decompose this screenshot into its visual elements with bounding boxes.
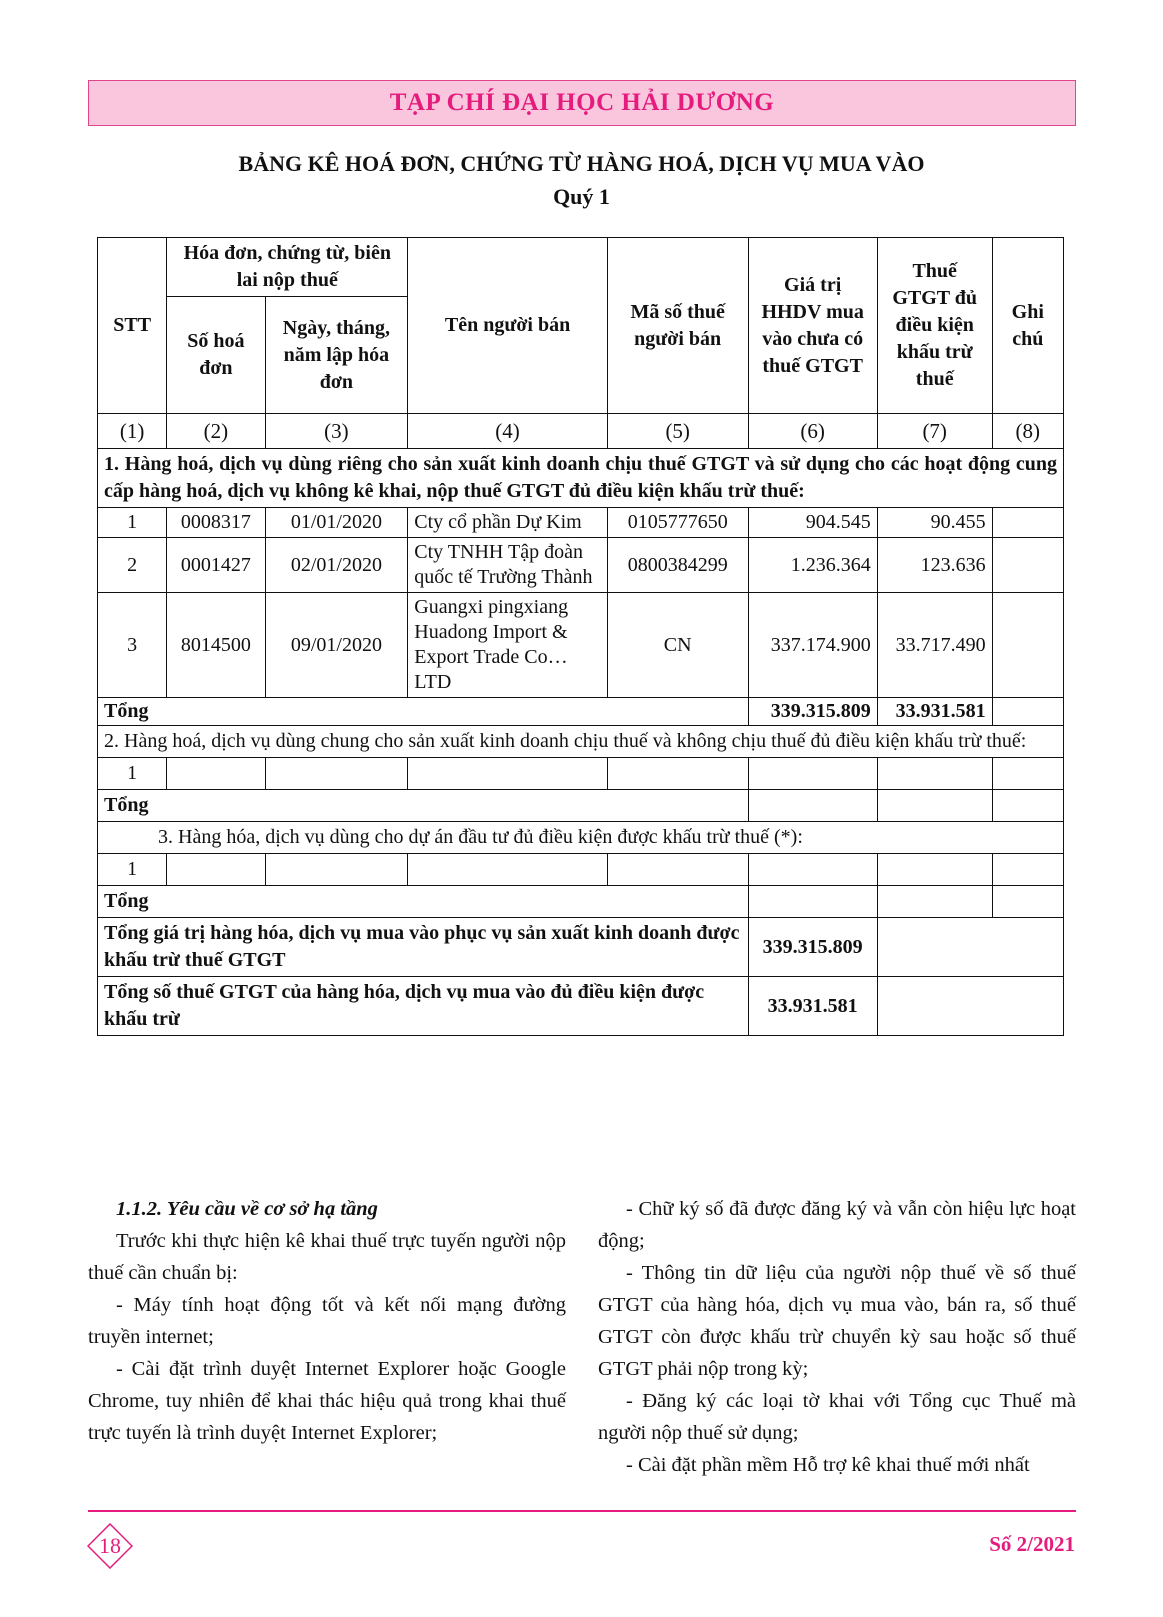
cell-note	[992, 593, 1063, 698]
column-number-row	[98, 414, 1064, 449]
cell-vat: 33.717.490	[877, 593, 992, 698]
cell-date: 01/01/2020	[265, 508, 408, 538]
cell-empty	[877, 918, 1063, 977]
table-subtitle: Quý 1	[553, 184, 610, 209]
cell-empty	[992, 790, 1063, 822]
cell-empty	[992, 886, 1063, 918]
cell-empty	[607, 854, 748, 886]
cell-note	[992, 508, 1063, 538]
cell-note	[992, 698, 1063, 726]
col-number: (2)	[167, 414, 265, 449]
cell-empty	[748, 886, 877, 918]
cell-tax-code: 0800384299	[607, 538, 748, 593]
cell-stt: 2	[98, 538, 167, 593]
cell-empty	[877, 886, 992, 918]
cell-invoice-no: 8014500	[167, 593, 265, 698]
section-heading: 1.1.2. Yêu cầu về cơ sở hạ tầng	[116, 1198, 378, 1220]
header-vat: Thuế GTGT đủ điều kiện khấu trừ thuế	[877, 238, 992, 414]
cell-empty	[167, 758, 265, 790]
section-3-total-row	[98, 886, 1064, 918]
col-number: (8)	[992, 414, 1063, 449]
cell-date: 09/01/2020	[265, 593, 408, 698]
table-row	[98, 538, 1064, 593]
cell-empty	[265, 758, 408, 790]
grand-total-vat-row	[98, 977, 1064, 1036]
paragraph: - Chữ ký số đã được đăng ký và vẫn còn hiệu lực hoạt động;	[598, 1198, 1076, 1252]
section-1-title: 1. Hàng hoá, dịch vụ dùng riêng cho sản xuất kinh doanh chịu thuế GTGT và sử dụng cho các hoạt động cung cấp hàng hoá, dịch vụ không kê khai, nộp thuế GTGT đủ điều kiện khấu trừ thuế:	[98, 449, 1064, 508]
cell-empty	[748, 790, 877, 822]
paragraph: Trước khi thực hiện kê khai thuế trực tuyến người nộp thuế cần chuẩn bị:	[88, 1230, 566, 1284]
grand-vat: 33.931.581	[748, 977, 877, 1036]
table-row	[98, 593, 1064, 698]
invoice-table	[97, 237, 1064, 1036]
cell-value: 1.236.364	[748, 538, 877, 593]
cell-empty	[748, 758, 877, 790]
cell-empty	[748, 854, 877, 886]
table-row	[98, 854, 1064, 886]
header-value: Giá trị HHDV mua vào chưa có thuế GTGT	[748, 238, 877, 414]
col-number: (5)	[607, 414, 748, 449]
cell-tax-code: CN	[607, 593, 748, 698]
cell-empty	[877, 758, 992, 790]
cell-value: 904.545	[748, 508, 877, 538]
cell-empty	[167, 854, 265, 886]
cell-empty	[408, 854, 608, 886]
grand-vat-label: Tổng số thuế GTGT của hàng hóa, dịch vụ mua vào đủ điều kiện được khấu trừ	[98, 977, 749, 1036]
cell-vat: 123.636	[877, 538, 992, 593]
cell-empty	[992, 758, 1063, 790]
cell-empty	[877, 977, 1063, 1036]
grand-total-value-row	[98, 918, 1064, 977]
cell-empty	[877, 854, 992, 886]
issue-number: Số 2/2021	[989, 1532, 1075, 1556]
grand-value-label: Tổng giá trị hàng hóa, dịch vụ mua vào phục vụ sản xuất kinh doanh được khấu trừ thuế GTGT	[98, 918, 749, 977]
section-1-row	[98, 449, 1064, 508]
journal-title: TẠP CHÍ ĐẠI HỌC HẢI DƯƠNG	[389, 89, 775, 116]
grand-value: 339.315.809	[748, 918, 877, 977]
page-number: 18	[99, 1533, 121, 1558]
cell-tax-code: 0105777650	[607, 508, 748, 538]
col-number: (1)	[98, 414, 167, 449]
cell-empty	[265, 854, 408, 886]
total-value: 339.315.809	[748, 698, 877, 726]
table-title: BẢNG KÊ HOÁ ĐƠN, CHỨNG TỪ HÀNG HOÁ, DỊCH VỤ MUA VÀO	[238, 151, 925, 176]
paragraph: - Đăng ký các loại tờ khai với Tổng cục Thuế mà người nộp thuế sử dụng;	[598, 1390, 1076, 1444]
cell-value: 337.174.900	[748, 593, 877, 698]
cell-stt: 1	[98, 854, 167, 886]
table-row	[98, 508, 1064, 538]
section-3-title: 3. Hàng hóa, dịch vụ dùng cho dự án đầu tư đủ điều kiện được khấu trừ thuế (*):	[98, 822, 1064, 854]
header-stt: STT	[98, 238, 167, 414]
cell-seller: Guangxi pingxiang Huadong Import & Export Trade Co…LTD	[408, 593, 608, 698]
cell-empty	[408, 758, 608, 790]
footer-rule	[88, 1510, 1076, 1512]
paragraph: - Máy tính hoạt động tốt và kết nối mạng đường truyền internet;	[88, 1294, 566, 1348]
section-1-total-row	[98, 698, 1064, 726]
header-invoice-group: Hóa đơn, chứng từ, biên lai nộp thuế	[167, 238, 408, 297]
cell-stt: 3	[98, 593, 167, 698]
col-number: (7)	[877, 414, 992, 449]
cell-invoice-no: 0008317	[167, 508, 265, 538]
header-date: Ngày, tháng, năm lập hóa đơn	[265, 297, 408, 414]
header-tax-code: Mã số thuế người bán	[607, 238, 748, 414]
total-label: Tổng	[98, 790, 749, 822]
total-label: Tổng	[98, 698, 749, 726]
cell-empty	[877, 790, 992, 822]
cell-note	[992, 538, 1063, 593]
col-number: (3)	[265, 414, 408, 449]
cell-seller: Cty cổ phần Dự Kim	[408, 508, 608, 538]
section-3-row	[98, 822, 1064, 854]
header-invoice-no: Số hoá đơn	[167, 297, 265, 414]
cell-empty	[992, 854, 1063, 886]
cell-seller: Cty TNHH Tập đoàn quốc tế Trường Thành	[408, 538, 608, 593]
cell-date: 02/01/2020	[265, 538, 408, 593]
table-row	[98, 758, 1064, 790]
header-seller: Tên người bán	[408, 238, 608, 414]
cell-empty	[607, 758, 748, 790]
page-number-badge	[87, 1523, 133, 1569]
header-note: Ghi chú	[992, 238, 1063, 414]
col-number: (6)	[748, 414, 877, 449]
right-column	[598, 1193, 1076, 1481]
col-number: (4)	[408, 414, 608, 449]
cell-vat: 90.455	[877, 508, 992, 538]
section-2-total-row	[98, 790, 1064, 822]
paragraph: - Thông tin dữ liệu của người nộp thuế về số thuế GTGT của hàng hóa, dịch vụ mua vào, bán ra, số thuế GTGT còn được khấu trừ chuyển kỳ sau hoặc số thuế GTGT phải nộp trong kỳ;	[598, 1262, 1076, 1380]
cell-stt: 1	[98, 758, 167, 790]
cell-invoice-no: 0001427	[167, 538, 265, 593]
cell-stt: 1	[98, 508, 167, 538]
paragraph: - Cài đặt phần mềm Hỗ trợ kê khai thuế mới nhất	[626, 1454, 1030, 1476]
section-2-title: 2. Hàng hoá, dịch vụ dùng chung cho sản xuất kinh doanh chịu thuế và không chịu thuế đủ điều kiện khấu trừ thuế:	[98, 726, 1064, 758]
total-label: Tổng	[98, 886, 749, 918]
paragraph: - Cài đặt trình duyệt Internet Explorer hoặc Google Chrome, tuy nhiên để khai thác hiệu quả trong khai thuế trực tuyến là trình duyệt Internet Explorer;	[88, 1358, 566, 1444]
left-column	[88, 1193, 566, 1449]
journal-banner	[88, 80, 1076, 126]
section-2-row	[98, 726, 1064, 758]
header-row	[98, 238, 1064, 297]
total-vat: 33.931.581	[877, 698, 992, 726]
